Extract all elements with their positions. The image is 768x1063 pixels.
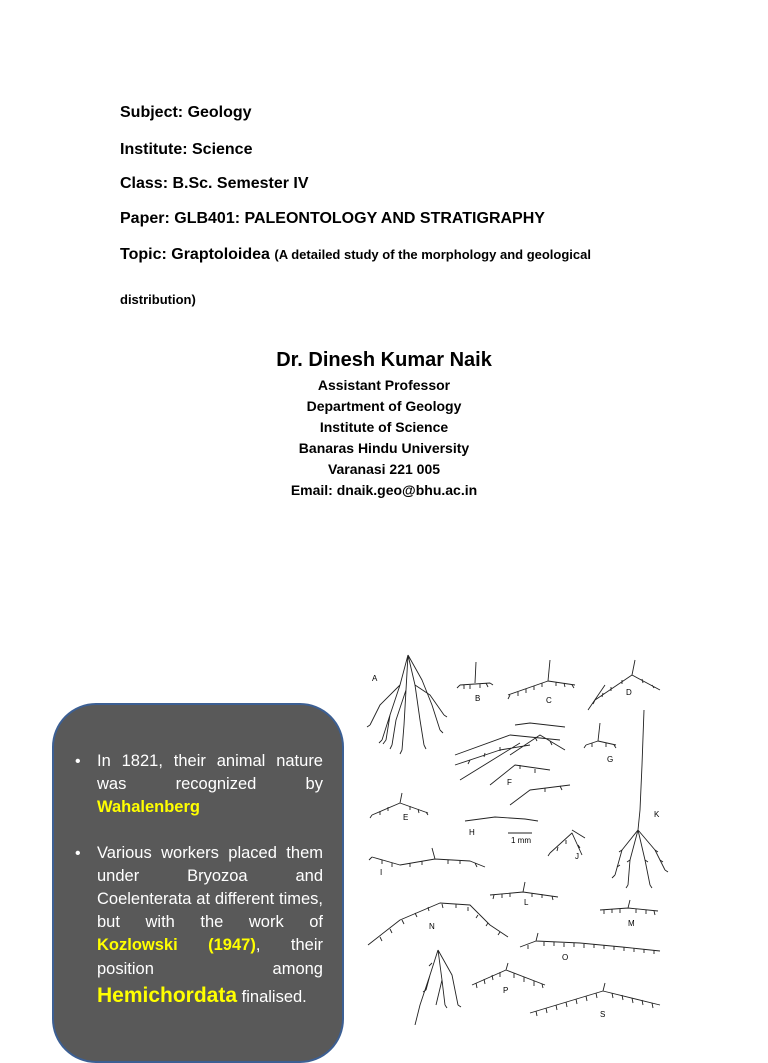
scale-label: 1 mm <box>511 836 531 845</box>
figure-label-o: P <box>503 986 509 995</box>
specimen-g <box>584 723 616 764</box>
item-text: In 1821, their animal nature was recognized by <box>97 752 323 794</box>
specimen-a <box>367 655 447 754</box>
graptolite-figure <box>360 645 680 1025</box>
list-item <box>75 842 323 1011</box>
list-item <box>75 750 323 820</box>
history-card <box>52 703 344 1063</box>
paper-line: Paper: GLB401: PALEONTOLOGY AND STRATIGRAPHY <box>120 210 545 227</box>
specimen-o <box>472 963 545 995</box>
figure-label-b: B <box>475 694 481 703</box>
figure-label-m: M <box>628 919 635 928</box>
item-text: Various workers placed them under Bryozoa and Coelenterata at different times, but with the work of <box>97 843 323 932</box>
specimen-f <box>455 723 570 805</box>
specimen-p <box>520 933 660 962</box>
figure-label-d: D <box>626 688 632 697</box>
specimen-colony <box>415 950 461 1025</box>
figure-label-i: I <box>380 868 383 877</box>
topic-line <box>120 245 591 265</box>
highlight-name: Kozlowski (1947) <box>97 936 256 955</box>
graptolite-illustration <box>360 645 680 1025</box>
author-university: Banaras Hindu University <box>298 440 470 456</box>
figure-label-f: F <box>507 778 512 787</box>
author-name: Dr. Dinesh Kumar Naik <box>276 349 492 371</box>
institute-line: Institute: Science <box>120 141 253 158</box>
figure-label-c: C <box>546 696 552 705</box>
specimen-l <box>490 882 558 907</box>
topic-description: (A detailed study of the morphology and geological <box>274 247 591 262</box>
specimen-i <box>369 848 485 877</box>
figure-label-n: N <box>429 922 435 931</box>
specimen-n <box>368 903 508 945</box>
specimen-e <box>370 793 428 822</box>
author-block <box>0 347 768 501</box>
item-text: finalised. <box>241 987 307 1006</box>
author-institute: Institute of Science <box>319 419 449 435</box>
author-department: Department of Geology <box>306 398 462 414</box>
figure-label-h: H <box>469 828 475 837</box>
author-email: Email: dnaik.geo@bhu.ac.in <box>290 482 478 498</box>
specimen-d <box>588 660 660 710</box>
class-line: Class: B.Sc. Semester IV <box>120 175 309 192</box>
specimen-b <box>457 662 493 703</box>
author-city: Varanasi 221 005 <box>327 461 441 477</box>
subject-line: Subject: Geology <box>120 104 252 121</box>
figure-label-g: G <box>607 755 614 764</box>
bullet-icon: • <box>75 844 81 862</box>
topic-description-continued: distribution) <box>120 292 196 307</box>
specimen-j <box>548 830 585 861</box>
history-list <box>54 750 342 1011</box>
topic-label: Topic: Graptoloidea <box>120 246 270 263</box>
specimen-h <box>465 817 538 837</box>
figure-label-a: A <box>372 674 378 683</box>
figure-label-p: O <box>562 953 569 962</box>
highlight-term: Hemichordata <box>97 983 238 1007</box>
figure-label-k: K <box>654 810 660 819</box>
item-text: , their position among <box>97 936 323 978</box>
bullet-icon: • <box>75 753 81 770</box>
specimen-c <box>508 660 575 705</box>
specimen-m <box>600 900 658 928</box>
figure-label-e: E <box>403 813 409 822</box>
figure-label-l: L <box>524 898 529 907</box>
author-title: Assistant Professor <box>317 377 451 393</box>
scale-bar <box>508 833 532 845</box>
specimen-k <box>612 710 668 888</box>
figure-label-s: S <box>600 1010 606 1019</box>
specimen-s <box>530 983 660 1019</box>
highlight-name: Wahalenberg <box>97 798 200 817</box>
figure-label-j: J <box>575 852 579 861</box>
